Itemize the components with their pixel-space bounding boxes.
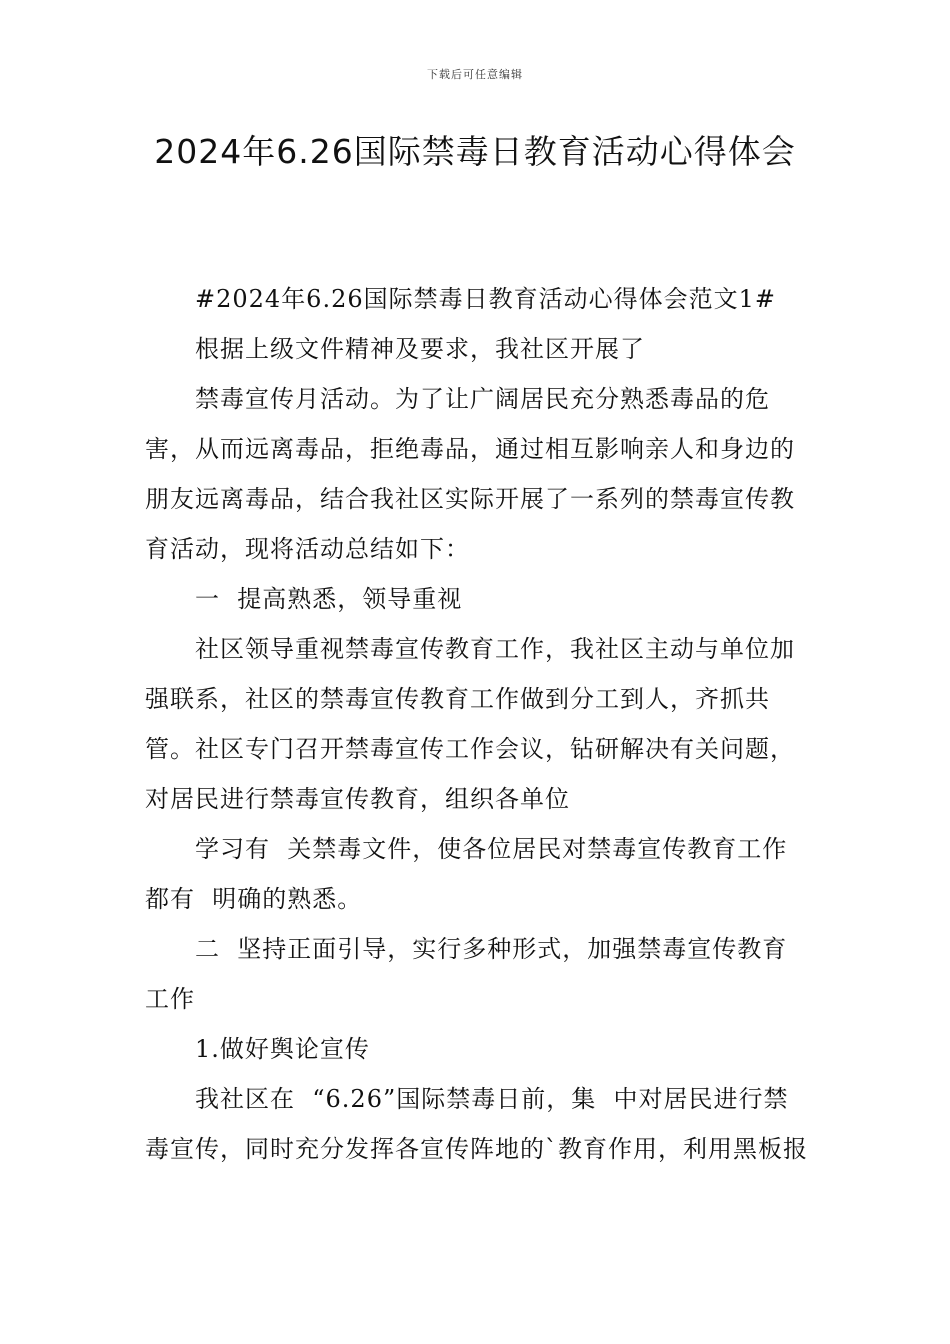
- document-title: 2024年6.26国际禁毒日教育活动心得体会: [154, 132, 796, 171]
- subsection-heading: 1.做好舆论宣传: [195, 1035, 370, 1063]
- paragraph-subtitle: #2024年6.26国际禁毒日教育活动心得体会范文1#: [195, 285, 777, 313]
- paragraph: 根据上级文件精神及要求，我社区开展了: [195, 335, 645, 363]
- section-heading: 二 坚持正面引导，实行多种形式，加强禁毒宣传教育工作: [145, 935, 788, 1013]
- paragraph: 学习有 关禁毒文件，使各位居民对禁毒宣传教育工作都有 明确的熟悉。: [145, 835, 788, 913]
- section-heading: 一 提高熟悉，领导重视: [195, 585, 463, 613]
- header-note: 下载后可任意编辑: [427, 68, 523, 81]
- paragraph: 禁毒宣传月活动。为了让广阔居民充分熟悉毒品的危害，从而远离毒品，拒绝毒品，通过相互影响亲人和身边的朋友远离毒品，结合我社区实际开展了一系列的禁毒宣传教育活动，现将活动总结如下：: [145, 385, 795, 563]
- document-body: [145, 274, 810, 1174]
- paragraph: 我社区在 “6.26”国际禁毒日前，集 中对居民进行禁毒宣传，同时充分发挥各宣传阵地的`教育作用，利用黑板报: [145, 1085, 808, 1163]
- paragraph: 社区领导重视禁毒宣传教育工作，我社区主动与单位加强联系，社区的禁毒宣传教育工作做到分工到人，齐抓共管。社区专门召开禁毒宣传工作会议，钻研解决有关问题，对居民进行禁毒宣传教育，组织各单位: [145, 635, 795, 813]
